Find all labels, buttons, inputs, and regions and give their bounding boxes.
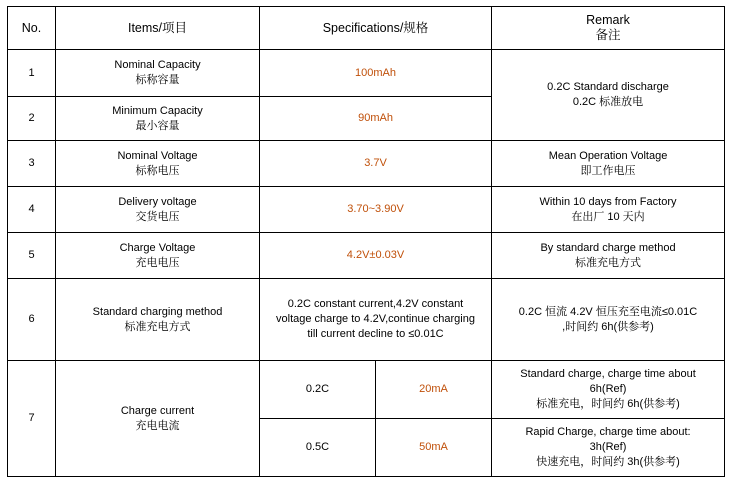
item-cn: 充电电压 [135, 256, 180, 269]
row-number: 7 [8, 361, 56, 477]
header-remark [492, 7, 725, 50]
item-cn: 标称容量 [135, 74, 180, 86]
remark-en: Mean Operation Voltage [548, 149, 668, 162]
remark-cell [492, 187, 725, 233]
charge-current-cell: 20mA [376, 361, 492, 419]
header-remark-en: Remark [586, 13, 630, 27]
item-cell [56, 233, 260, 279]
row-number: 1 [8, 50, 56, 97]
spec-cell: 0.2C constant current,4.2V constant voltage charge to 4.2V,continue charging till current decline to ≤0.01C [260, 279, 492, 361]
row-number: 4 [8, 187, 56, 233]
table-row [8, 233, 725, 279]
charge-current-cell: 50mA [376, 419, 492, 477]
remark-cell: Rapid Charge, charge time about: 3h(Ref) 快速充电，时间约 3h(供参考) [492, 419, 725, 477]
charge-rate-cell: 0.2C [260, 361, 376, 419]
header-row [8, 7, 725, 50]
spec-cell: 3.7V [260, 141, 492, 187]
charge-rate-cell: 0.5C [260, 419, 376, 477]
item-cn: 标准充电方式 [124, 320, 191, 333]
item-cn: 交货电压 [135, 210, 180, 223]
table-row [8, 141, 725, 187]
remark-en: 0.2C Standard discharge [547, 81, 669, 93]
item-en: Minimum Capacity [112, 104, 203, 117]
row-number: 6 [8, 279, 56, 361]
spec-cell: 4.2V±0.03V [260, 233, 492, 279]
item-cell [56, 279, 260, 361]
remark-cn: 在出厂 10 天内 [571, 210, 645, 223]
header-specifications: Specifications/规格 [260, 7, 492, 50]
header-items: Items/项目 [56, 7, 260, 50]
spec-cell: 100mAh [260, 50, 492, 97]
remark-cell: 0.2C 恒流 4.2V 恒压充至电流≤0.01C ,时间约 6h(供参考) [492, 279, 725, 361]
table-row [8, 187, 725, 233]
specification-table [7, 6, 725, 477]
spec-cell: 3.70~3.90V [260, 187, 492, 233]
item-cn: 充电电流 [135, 419, 180, 432]
header-remark-cn: 备注 [595, 28, 621, 42]
table-row [8, 279, 725, 361]
item-cell [56, 97, 260, 141]
remark-en: Within 10 days from Factory [539, 195, 677, 208]
table-row [8, 361, 725, 419]
item-en: Nominal Voltage [117, 149, 198, 162]
item-en: Standard charging method [92, 305, 223, 318]
remark-cell [492, 233, 725, 279]
item-cell [56, 361, 260, 477]
remark-cn: 即工作电压 [580, 164, 636, 177]
remark-cn: 标准充电方式 [575, 256, 642, 269]
remark-cell: Standard charge, charge time about 6h(Ref) 标准充电，时间约 6h(供参考) [492, 361, 725, 419]
item-en: Delivery voltage [118, 195, 197, 208]
table-row [8, 50, 725, 97]
row-number: 3 [8, 141, 56, 187]
spec-cell: 90mAh [260, 97, 492, 141]
row-number: 2 [8, 97, 56, 141]
remark-cell [492, 50, 725, 141]
header-no: No. [8, 7, 56, 50]
item-en: Nominal Capacity [114, 59, 201, 71]
item-cell [56, 141, 260, 187]
item-cell [56, 187, 260, 233]
remark-cell [492, 141, 725, 187]
item-en: Charge Voltage [119, 241, 196, 254]
remark-en: By standard charge method [540, 241, 676, 254]
item-en: Charge current [120, 404, 195, 417]
row-number: 5 [8, 233, 56, 279]
item-cell [56, 50, 260, 97]
item-cn: 最小容量 [135, 119, 180, 132]
remark-cn: 0.2C 标准放电 [572, 96, 644, 108]
item-cn: 标称电压 [135, 164, 180, 177]
